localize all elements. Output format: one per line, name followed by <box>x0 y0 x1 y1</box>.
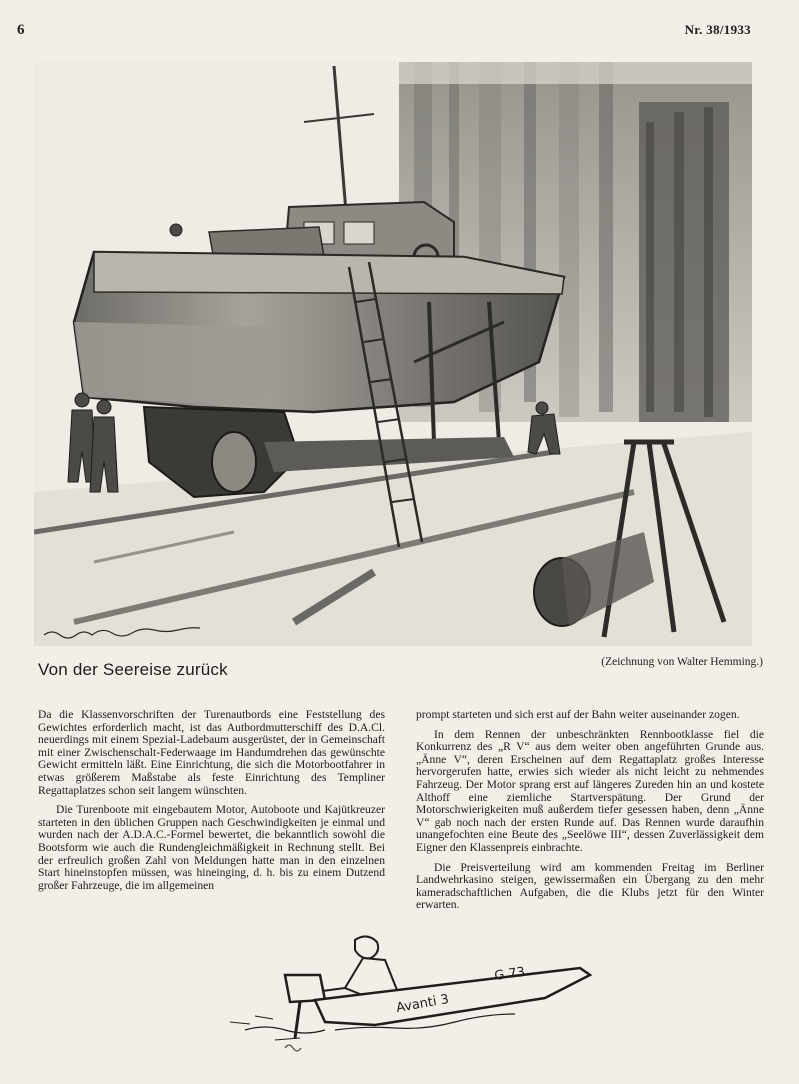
boat-drawing-illustration <box>34 62 752 646</box>
sail-number: G 73 <box>493 964 527 984</box>
article-column-left <box>38 709 385 899</box>
article-column-right <box>416 709 764 919</box>
paragraph: Die Preisverteilung wird am kommenden Freitag im Berliner Landwehrkasino steigen, gewissermaßen ein Übergang zu den mehr kameradschaftlichen Aufgaben, die die Klubs jetzt für den Winter erwarten. <box>416 860 764 912</box>
speedboat-sketch <box>225 930 605 1060</box>
hull-name: Avanti 3 <box>395 991 451 1016</box>
illustration-credit: (Zeichnung von Walter Hemming.) <box>601 656 763 668</box>
paragraph: prompt starteten und sich erst auf der Bahn weiter auseinander zogen. <box>416 708 740 721</box>
article-title: Von der Seereise zurück <box>38 660 228 679</box>
paragraph: In dem Rennen der unbeschränkten Rennbootklasse fiel die Konkurrenz des „R V“ aus dem weiter oben angeführten Grunde aus. „Änne V“, deren Erscheinen auf dem Regattaplatz großes Interesse hervorgerufen hatte, erwies sich wieder als nicht leicht zu nehmendes Fahrzeug. Der Motor sprang erst auf längeres Zureden hin an und kostete Althoff eine ziemliche Startverspätung. Der Grund der Motorschwierigkeiten muß außerdem tiefer gesessen haben, denn „Änne V“ gab noch nach der ersten Runde auf. Das Rennen wurde daraufhin unangefochten eine Beute des „Seelöwe III“, dessen Zuverlässigkeit dem Eigner den Klassenpreis einbrachte. <box>416 727 764 854</box>
paragraph: Da die Klassenvorschriften der Turenautbords eine Feststellung des Gewichtes erforderlich macht, ist das Autbordmutterschiff des D.A.Cl. neuerdings mit einem Spezial-Ladebaum ausgerüstet, der in Gemeinschaft mit einer Zwischenschalt-Federwaage im Handumdrehen das gewünschte Gewicht ermitteln läßt. Eine Einrichtung, die sich die Motorbootfahrer in etwas größerem Maßstabe als feste Einrichtung des Templiner Regattaplatzes schon seit langem wünschten. <box>38 708 385 797</box>
paragraph: Die Turenboote mit eingebautem Motor, Autoboote und Kajütkreuzer starteten in den üblichen Gruppen nach Geschwindigkeiten je einmal und wurden nach der A.D.A.C.-Formel bewertet, die bekanntlich sowohl die Bootsform wie auch die Rundengleichmäßigkeit in Rechnung stellt. Bei der erfreulich großen Zahl von Meldungen hatte man in den einzelnen Start hineinstopfen müssen, was hineinging, d. h. bis zu einem Dutzend großer Fahrzeuge, die im allgemeinen <box>38 803 385 892</box>
page-number: 6 <box>17 22 25 38</box>
issue-number: Nr. 38/1933 <box>684 22 751 37</box>
